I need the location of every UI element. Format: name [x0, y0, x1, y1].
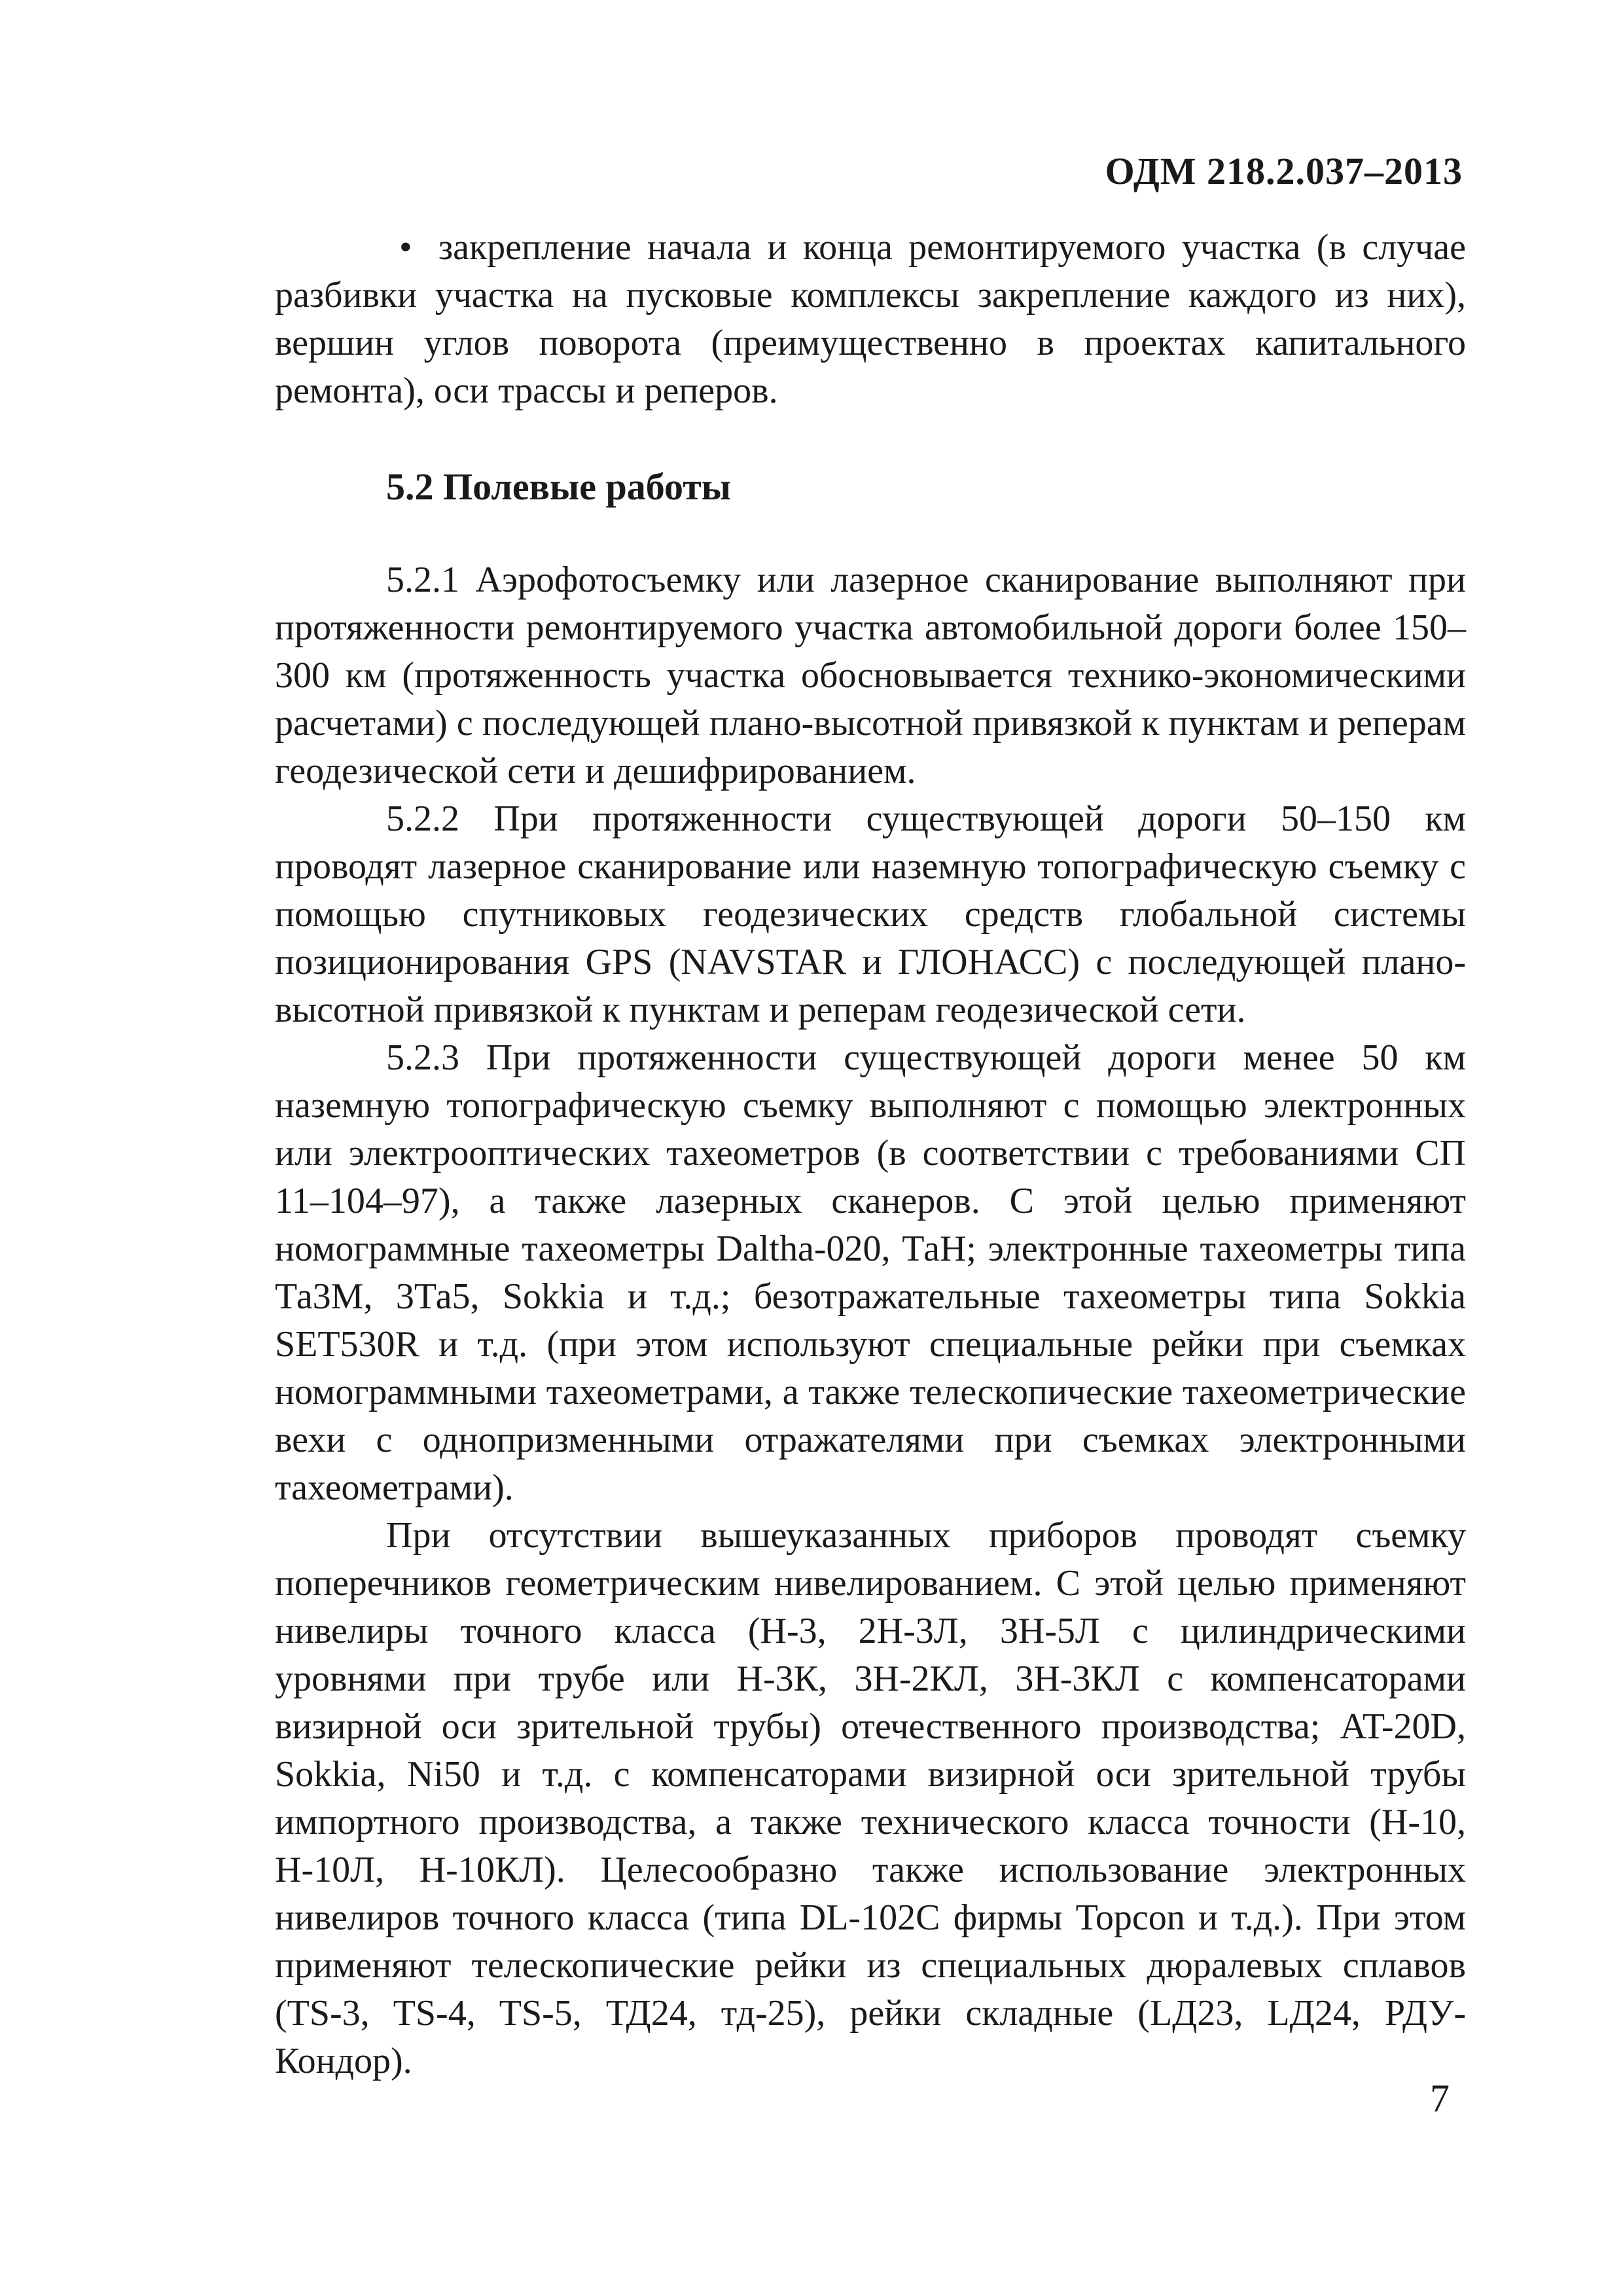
- bullet-text: закрепление начала и конца ремонтируемого участка (в случае разбивки участка на пусковые комплексы закрепление каждого из них), вершин углов поворота (преимущественно в проектах капитального ремонта), оси трассы и реперов.: [275, 227, 1466, 411]
- bullet-paragraph: [275, 224, 1466, 415]
- paragraph-5-2-1: 5.2.1 Аэрофотосъемку или лазерное сканирование выполняют при протяженности ремонтируемого участка автомобильной дороги более 150–300 км (протяженность участка обосновывается технико-экономическими расчетами) с последующей плано-высотной привязкой к пунктам и реперам геодезической сети и дешифрированием.: [275, 560, 1466, 791]
- section-body: [275, 556, 1466, 2085]
- bullet-icon: •: [399, 227, 412, 268]
- paragraph-5-2-3: 5.2.3 При протяженности существующей дороги менее 50 км наземную топографическую съемку выполняют с помощью электронных или электрооптических тахеометров (в соответствии с требованиями СП 11–104–97), а также лазерных сканеров. С этой целью применяют номограммные тахеометры Daltha-020, ТаН; электронные тахеометры типа Та3М, 3Та5, Sokkia и т.д.; безотражательные тахеометры типа Sokkia SET530R и т.д. (при этом используют специальные рейки при съемках номограммными тахеометрами, а также телескопические тахеометрические вехи с однопризменными отражателями при съемках электронными тахеометрами).: [275, 1037, 1466, 1508]
- bullet-list-item: [275, 224, 1466, 415]
- page-number: 7: [1430, 2077, 1450, 2120]
- paragraph-5-2-2: 5.2.2 При протяженности существующей дороги 50–150 км проводят лазерное сканирование или наземную топографическую съемку с помощью спутниковых геодезических средств глобальной системы позиционирования GPS (NAVSTAR и ГЛОНАСС) с последующей плано-высотной привязкой к пунктам и реперам геодезической сети.: [275, 798, 1466, 1030]
- document-code: ОДМ 218.2.037–2013: [1105, 150, 1463, 192]
- section-heading: 5.2 Полевые работы: [386, 465, 731, 508]
- paragraph-leveling: При отсутствии вышеуказанных приборов проводят съемку поперечников геометрическим нивелированием. С этой целью применяют нивелиры точного класса (Н-3, 2Н-3Л, 3Н-5Л с цилиндрическими уровнями при трубе или Н-3К, 3Н-2КЛ, 3Н-3КЛ с компенсаторами визирной оси зрительной трубы) отечественного производства; AT-20D, Sokkia, Ni50 и т.д. с компенсаторами визирной оси зрительной трубы импортного производства, а также технического класса точности (Н-10, Н-10Л, Н-10КЛ). Целесообразно также использование электронных нивелиров точного класса (типа DL-102C фирмы Topcon и т.д.). При этом применяют телескопические рейки из специальных дюралевых сплавов (TS-3, TS-4, TS-5, ТД24, тд-25), рейки складные (LД23, LД24, РДУ-Кондор).: [275, 1515, 1466, 2081]
